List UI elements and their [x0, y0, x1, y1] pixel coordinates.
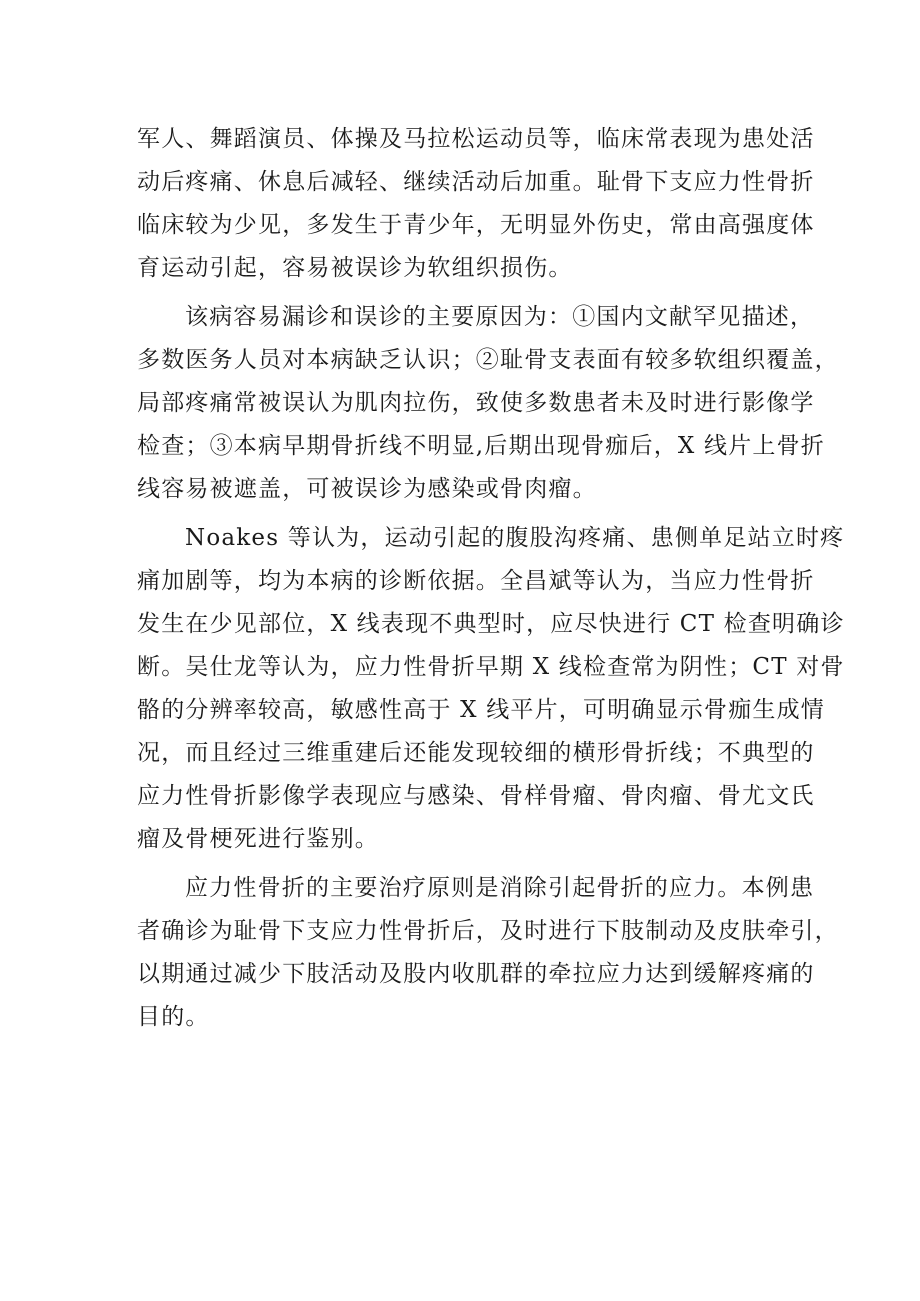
paragraph-line: 多数医务人员对本病缺乏认识；②耻骨支表面有较多软组织覆盖，: [137, 347, 839, 373]
paragraph-line: 痛加剧等，均为本病的诊断依据。全昌斌等认为，当应力性骨折: [137, 568, 815, 594]
paragraph-line: 育运动引起，容易被误诊为软组织损伤。: [137, 255, 573, 281]
paragraph-1: [137, 118, 815, 290]
paragraph-line: 临床较为少见，多发生于青少年，无明显外伤史，常由高强度体: [137, 212, 815, 238]
paragraph-line: 者确诊为耻骨下支应力性骨折后，及时进行下肢制动及皮肤牵引，: [137, 918, 839, 944]
paragraph-line: 目的。: [137, 1004, 210, 1030]
paragraph-line: 断。吴仕龙等认为，应力性骨折早期 X 线检查常为阴性；CT 对骨: [137, 654, 845, 680]
paragraph-line: 况，而且经过三维重建后还能发现较细的横形骨折线；不典型的: [137, 740, 815, 766]
paragraph-4: [137, 867, 839, 1039]
paragraph-line: 以期通过减少下肢活动及股内收肌群的牵拉应力达到缓解疼痛的: [137, 961, 815, 987]
paragraph-line: 该病容易漏诊和误诊的主要原因为：①国内文献罕见描述，: [185, 304, 815, 330]
paragraph-line: 检查；③本病早期骨折线不明显,后期出现骨痂后，X 线片上骨折: [137, 433, 825, 459]
paragraph-line: 发生在少见部位，X 线表现不典型时，应尽快进行 CT 检查明确诊: [137, 611, 845, 637]
paragraph-line: 军人、舞蹈演员、体操及马拉松运动员等，临床常表现为患处活: [137, 126, 815, 152]
paragraph-line: 线容易被遮盖，可被误诊为感染或骨肉瘤。: [137, 476, 597, 502]
paragraph-line: 骼的分辨率较高，敏感性高于 X 线平片，可明确显示骨痂生成情: [137, 697, 825, 723]
paragraph-line: 动后疼痛、休息后减轻、继续活动后加重。耻骨下支应力性骨折: [137, 169, 815, 195]
paragraph-line: Noakes 等认为，运动引起的腹股沟疼痛、患侧单足站立时疼: [185, 525, 845, 551]
paragraph-3: [137, 517, 845, 861]
paragraph-line: 应力性骨折的主要治疗原则是消除引起骨折的应力。本例患: [185, 875, 815, 901]
paragraph-line: 瘤及骨梗死进行鉴别。: [137, 826, 379, 852]
paragraph-line: 局部疼痛常被误认为肌肉拉伤，致使多数患者未及时进行影像学: [137, 390, 815, 416]
paragraph-line: 应力性骨折影像学表现应与感染、骨样骨瘤、骨肉瘤、骨尤文氏: [137, 783, 815, 809]
paragraph-2: [137, 296, 839, 511]
